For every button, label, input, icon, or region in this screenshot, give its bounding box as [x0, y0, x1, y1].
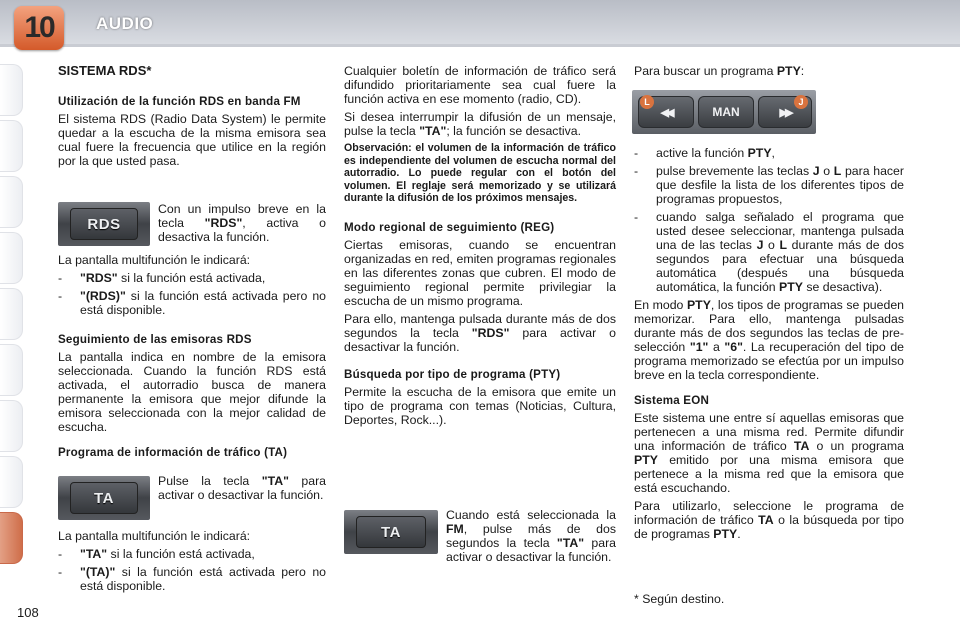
paragraph: Cualquier boletín de información de tráfico será difundido prioritariamente sea cual fuere la función activa en ese momento (radio, CD). [344, 64, 616, 106]
heading-reg: Modo regional de seguimiento (REG) [344, 220, 555, 234]
page-number: 108 [17, 605, 39, 620]
key-label: PTY [776, 64, 801, 78]
list-dash: - [58, 271, 63, 285]
key-label: "TA" [80, 547, 108, 561]
ta-button-label: TA [356, 516, 426, 548]
man-key: MAN [698, 96, 754, 128]
list-dash: - [58, 565, 63, 579]
heading-seguimiento: Seguimiento de las emisoras RDS [58, 333, 252, 346]
heading-pty: Búsqueda por tipo de programa (PTY) [344, 367, 561, 381]
key-label: J [756, 238, 764, 252]
list-item [58, 565, 326, 593]
text: pulse brevemente las teclas [656, 164, 813, 178]
chapter-tab[interactable] [0, 344, 23, 396]
ta-button-label: TA [70, 482, 138, 514]
footnote: * Según destino. [634, 592, 725, 606]
text: . La recuperación del tipo de programa memorizado se efectúa por un impulso breve en la tecla correspondiente. [634, 340, 905, 382]
ta-button-image [58, 476, 150, 520]
list-item [634, 146, 904, 160]
text: si la función está activada pero no está disponible. [80, 565, 326, 593]
text: Este sistema une entre sí aquellas emisoras que pertenecen a una misma red. Permite difundir una información de tráfico [634, 411, 904, 453]
key-label: PTY [713, 527, 738, 541]
heading-eon: Sistema EON [634, 394, 710, 407]
text: durante más de dos segundos para efectuar una búsqueda automática (después una búsqueda automática, la función [656, 238, 904, 294]
text: para hacer que desfile la lista de los diferentes tipos de programas propuestos, [656, 164, 904, 206]
key-label: L [833, 164, 842, 178]
key-label: L [779, 238, 788, 252]
ta-fm-instruction [446, 508, 616, 564]
text: . [737, 527, 741, 541]
paragraph: La pantalla multifunción le indicará: [58, 253, 251, 267]
paragraph [344, 110, 616, 138]
key-letter-l: L [640, 95, 654, 109]
chapter-tab[interactable] [0, 120, 23, 172]
key-label: "TA" [556, 536, 585, 550]
key-letter-j: J [794, 95, 808, 109]
chapter-tab[interactable] [0, 288, 23, 340]
paragraph [344, 312, 616, 354]
column-1 [58, 64, 326, 168]
text: , [771, 146, 775, 160]
paragraph: La pantalla multifunción le indicará: [58, 529, 251, 543]
text: a [708, 340, 725, 354]
rds-display-block [58, 253, 326, 459]
text: : [800, 64, 805, 78]
text: Si desea interrumpir la difusión de un mensaje, pulse la tecla [344, 110, 616, 138]
rewind-icon: ◀◀ [660, 106, 672, 119]
text: Cuando está seleccionada la [446, 508, 616, 522]
list-dash: - [58, 289, 63, 303]
key-label: "(RDS)" [80, 289, 126, 303]
paragraph: Ciertas emisoras, cuando se encuentran organizadas en red, emiten programas regionales en las diferentes zonas que cubren. El modo de seguimiento regional permite privilegiar la escucha de un mismo programa. [344, 237, 616, 308]
column-3 [634, 146, 904, 541]
chapter-title: AUDIO [96, 14, 154, 33]
paragraph [634, 411, 904, 495]
text: si la función está activada, [117, 271, 266, 285]
ta-display-block [58, 529, 326, 593]
key-label: FM [446, 522, 464, 536]
list-dash: - [634, 146, 639, 160]
heading-rds: Utilización de la función RDS en banda FM [58, 95, 301, 108]
paragraph: La pantalla indica en nombre de la emisora seleccionada. Cuando la función RDS está activada, el autorradio busca de manera permanente la emisora que mejor difunde la emisora seleccionada con la mejor calidad de escucha. [58, 350, 326, 434]
key-label: PTY [747, 146, 772, 160]
key-label: PTY [634, 453, 658, 467]
key-label: TA [758, 513, 774, 527]
header-divider [0, 44, 960, 47]
text: o [819, 164, 834, 178]
paragraph: Permite la escucha de la emisora que emite un tipo de programa con temas (Noticias, Cultura, Deportes, Rock...). [344, 384, 616, 427]
key-label: TA [793, 439, 810, 453]
list-dash: - [58, 547, 63, 561]
key-label: "6" [724, 340, 743, 354]
key-label: "TA" [419, 124, 447, 138]
text: para activar o desactivar la función. [446, 536, 616, 564]
text: active la función [656, 146, 748, 160]
list-dash: - [634, 164, 639, 178]
key-label: PTY [686, 298, 711, 312]
paragraph [634, 298, 904, 382]
text: , pulse más de dos segundos la tecla [446, 522, 616, 550]
key-label: "TA" [261, 474, 289, 488]
column-2 [344, 64, 616, 427]
paragraph: El sistema RDS (Radio Data System) le permite quedar a la escucha de la misma emisora sea cual fuere la frecuencia que utilice en la región por la que usted pasa. [58, 112, 326, 168]
section-title: SISTEMA RDS* [58, 63, 152, 78]
text: o [763, 238, 780, 252]
chapter-tab[interactable] [0, 400, 23, 452]
list-item [58, 547, 326, 561]
fast-forward-icon: ▶▶ [779, 106, 791, 119]
list-item [634, 210, 904, 294]
chapter-tab[interactable] [0, 64, 23, 116]
text: En modo [634, 298, 687, 312]
chapter-tab[interactable] [0, 456, 23, 508]
list-item [58, 289, 326, 317]
text: cuando salga señalado el programa que usted desee seleccionar, mantenga pulsada una de las teclas [656, 210, 904, 252]
text: si la función está activada pero no está disponible. [80, 289, 326, 317]
key-label: J [812, 164, 820, 178]
text: Para buscar un programa [634, 64, 777, 78]
pty-intro [634, 64, 904, 78]
text: si la función está activada, [107, 547, 255, 561]
text: o la búsqueda por tipo de programas [634, 513, 904, 541]
chapter-tab[interactable] [0, 232, 23, 284]
note: Observación: el volumen de la información de tráfico es independiente del volumen de escucha normal del autorradio. Lo puede regular con el botón del volumen. El reglaje será memorizado y se utilizará durante la difusión de los próximos mensajes. [344, 142, 616, 204]
text: se desactiva). [802, 280, 883, 294]
key-label: "RDS" [471, 325, 510, 340]
chapter-badge: 10 [14, 6, 64, 50]
pty-control-panel [632, 90, 816, 134]
text: , activa o desactiva la función. [158, 216, 326, 244]
heading-ta: Programa de información de tráfico (TA) [58, 446, 288, 459]
chapter-tab-active[interactable] [0, 512, 23, 564]
text: Con un impulso breve en la tecla [158, 202, 326, 230]
text: Para utilizarlo, seleccione le programa de información de tráfico [634, 499, 904, 527]
paragraph [634, 499, 904, 541]
list-item [634, 164, 904, 206]
rds-button-image [58, 202, 150, 246]
text: para activar o desactivar la función. [344, 325, 616, 354]
text: Para ello, mantenga pulsada durante más de dos segundos la tecla [344, 311, 616, 340]
text: o un programa [809, 439, 904, 453]
text: ; la función se desactiva. [446, 124, 582, 138]
key-label: "(TA)" [80, 565, 116, 579]
key-label: PTY [779, 280, 803, 294]
key-label: "RDS" [80, 271, 118, 285]
key-label: "1" [689, 340, 709, 354]
list-dash: - [634, 210, 639, 224]
ta-button-image-2 [344, 510, 438, 554]
key-label: "RDS" [204, 216, 243, 230]
rds-button-label: RDS [70, 208, 138, 240]
text: emitido por una misma emisora que pertenece a la misma red que la emisora que está escuchando. [634, 453, 904, 495]
text: , los tipos de programas se pueden memorizar. Para ello, mantenga pulsadas durante más de dos segundos las teclas de pre-selección [634, 298, 904, 354]
text: para activar o desactivar la función. [158, 474, 327, 502]
ta-instruction [158, 474, 326, 502]
text: Pulse la tecla [158, 474, 262, 488]
chapter-tab[interactable] [0, 176, 23, 228]
rds-instruction [158, 202, 326, 244]
list-item [58, 271, 326, 285]
